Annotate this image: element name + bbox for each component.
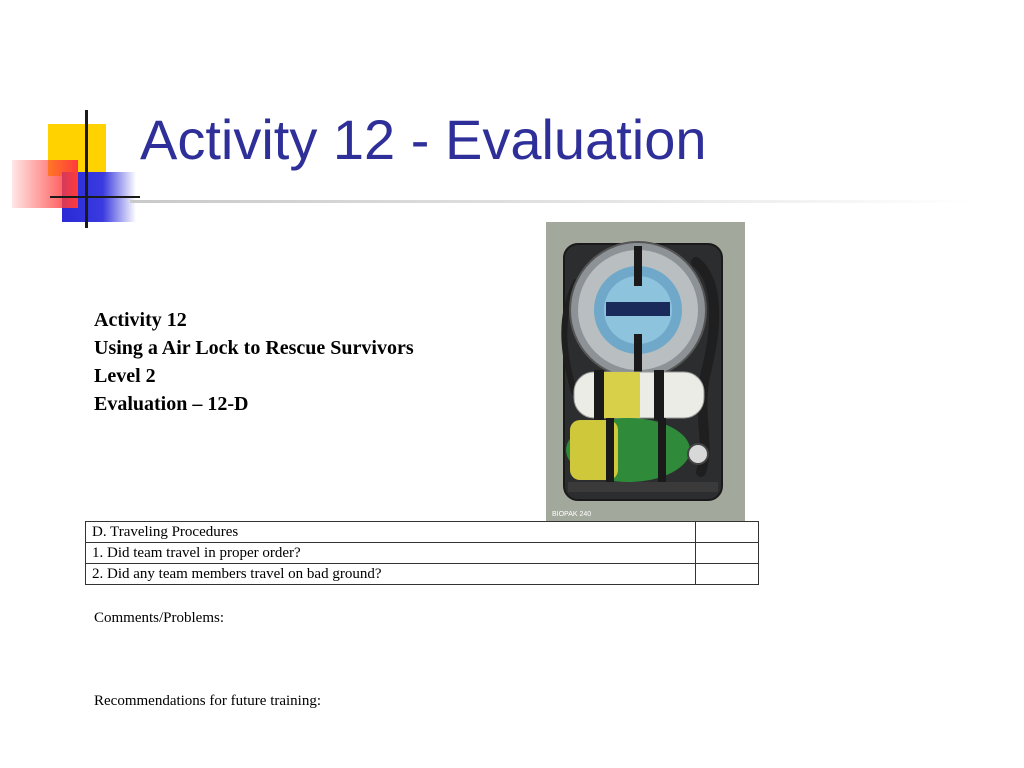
table-row bbox=[86, 522, 759, 543]
activity-name: Using a Air Lock to Rescue Survivors bbox=[94, 337, 414, 359]
decoration-vertical-line bbox=[85, 110, 88, 228]
check-cell[interactable] bbox=[696, 543, 759, 564]
comments-label: Comments/Problems: bbox=[94, 610, 225, 626]
title-underline bbox=[130, 200, 970, 203]
decoration-red-square bbox=[12, 160, 78, 208]
traveling-procedures-table bbox=[85, 521, 759, 585]
evaluation-code: Evaluation – 12-D bbox=[94, 393, 249, 415]
biopak-photo bbox=[546, 222, 745, 521]
question-cell: 1. Did team travel in proper order? bbox=[86, 543, 696, 564]
check-cell[interactable] bbox=[696, 522, 759, 543]
table-row bbox=[86, 564, 759, 585]
recommendations-label: Recommendations for future training: bbox=[94, 693, 322, 709]
activity-number: Activity 12 bbox=[94, 309, 187, 331]
title-decoration bbox=[0, 0, 140, 240]
check-cell[interactable] bbox=[696, 564, 759, 585]
section-header-cell: D. Traveling Procedures bbox=[86, 522, 696, 543]
table-row bbox=[86, 543, 759, 564]
activity-heading bbox=[94, 306, 414, 418]
slide-title: Activity 12 - Evaluation bbox=[140, 108, 707, 171]
question-cell: 2. Did any team members travel on bad ground? bbox=[86, 564, 696, 585]
decoration-horizontal-line bbox=[50, 196, 140, 198]
activity-level: Level 2 bbox=[94, 365, 156, 387]
biopak-photo-label: BIOPAK 240 bbox=[552, 511, 592, 518]
